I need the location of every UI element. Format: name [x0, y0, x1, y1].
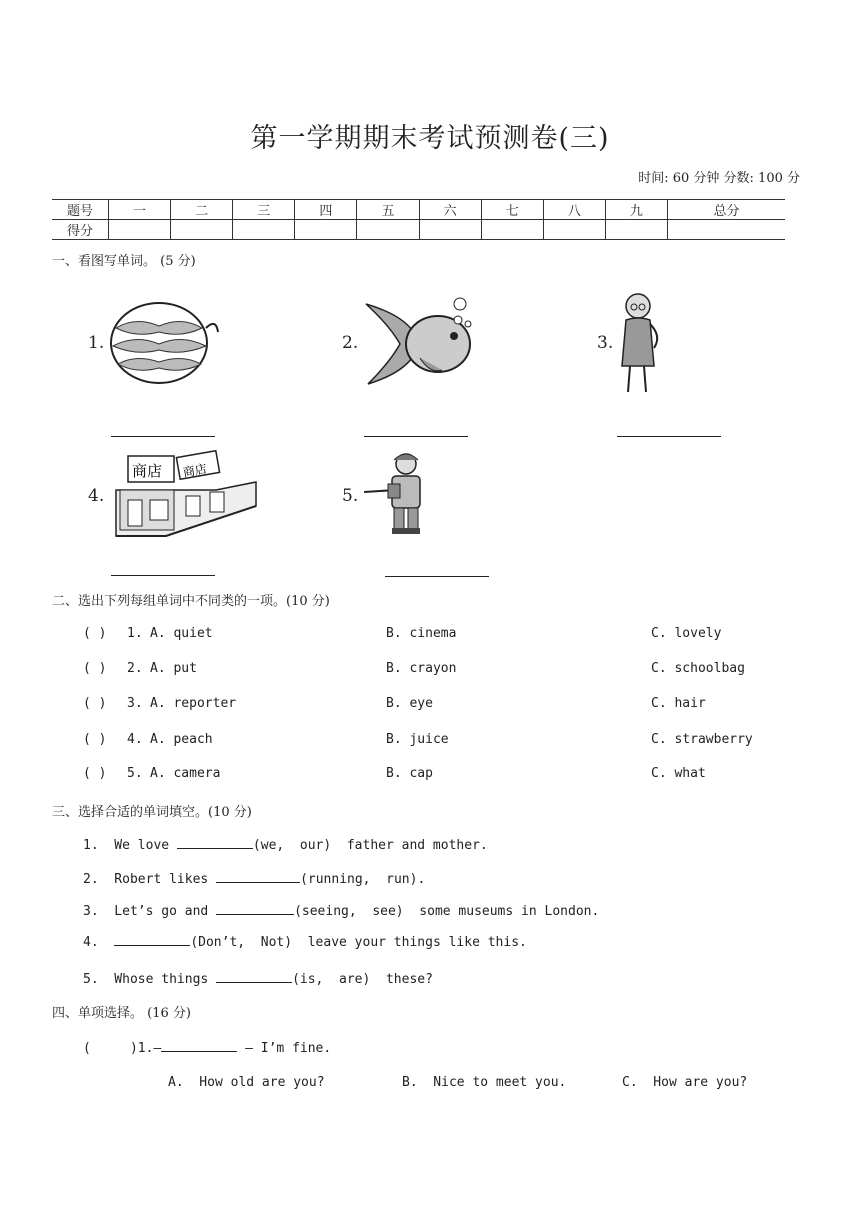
fill-item-suffix: (seeing, see) some museums in London. — [294, 904, 600, 919]
fill-blank[interactable] — [177, 837, 253, 849]
answer-line[interactable] — [111, 436, 215, 437]
option-c: C. what — [651, 766, 706, 781]
score-header-cell: 总分 — [667, 200, 785, 220]
score-header-cell: 九 — [605, 200, 667, 220]
fill-item — [83, 871, 425, 887]
worker-icon — [362, 450, 434, 538]
item-number: 4. — [88, 486, 105, 506]
fill-item — [83, 837, 488, 853]
section1-heading: 一、看图写单词。 (5 分) — [52, 254, 196, 269]
score-value-row — [52, 220, 785, 240]
option-b: B. Nice to meet you. — [402, 1075, 567, 1090]
score-input-cell[interactable] — [605, 220, 667, 240]
fill-item — [83, 971, 433, 987]
score-table — [52, 199, 785, 240]
question-number: 1. — [127, 626, 143, 641]
page-title: 第一学期期末考试预测卷(三) — [250, 123, 610, 154]
option-b: B. juice — [386, 732, 449, 747]
option-b: B. eye — [386, 696, 433, 711]
score-input-cell[interactable] — [481, 220, 543, 240]
score-input-cell[interactable] — [419, 220, 481, 240]
question-number: 4. — [127, 732, 143, 747]
answer-line[interactable] — [385, 576, 489, 577]
fill-blank[interactable] — [216, 971, 292, 983]
question-number: 3. — [127, 696, 143, 711]
score-header-cell: 七 — [481, 200, 543, 220]
mc-question-prefix: ( )1.— — [83, 1041, 162, 1056]
fill-blank[interactable] — [216, 871, 300, 883]
option-b: B. cinema — [386, 626, 457, 641]
answer-paren[interactable]: ( ) — [83, 766, 107, 781]
option-c: C. lovely — [651, 626, 722, 641]
watermelon-icon — [106, 298, 222, 388]
option-c: C. hair — [651, 696, 706, 711]
item-number: 2. — [342, 333, 359, 353]
score-header-cell: 八 — [543, 200, 605, 220]
fill-item-prefix: 5. Whose things — [83, 972, 217, 987]
option-a: A. reporter — [150, 696, 237, 711]
fill-item-suffix: (running, run). — [300, 872, 426, 887]
answer-paren[interactable]: ( ) — [83, 661, 107, 676]
score-header-cell: 一 — [109, 200, 171, 220]
option-a: A. peach — [150, 732, 213, 747]
answer-paren[interactable]: ( ) — [83, 626, 107, 641]
fill-blank[interactable] — [114, 934, 190, 946]
option-c: C. strawberry — [651, 732, 753, 747]
fill-item-prefix: 3. Let’s go and — [83, 904, 217, 919]
option-a: A. How old are you? — [168, 1075, 325, 1090]
fill-item-prefix: 4. — [83, 935, 115, 950]
answer-paren[interactable]: ( ) — [83, 732, 107, 747]
score-header-row — [52, 200, 785, 220]
option-b: B. cap — [386, 766, 433, 781]
score-input-cell[interactable] — [171, 220, 233, 240]
fill-blank[interactable] — [216, 903, 294, 915]
score-input-cell[interactable] — [543, 220, 605, 240]
question-number: 2. — [127, 661, 143, 676]
section4-heading: 四、单项选择。 (16 分) — [52, 1006, 191, 1021]
score-input-cell[interactable] — [357, 220, 419, 240]
option-a: A. camera — [150, 766, 221, 781]
score-header-cell: 四 — [295, 200, 357, 220]
fill-item-prefix: 1. We love — [83, 838, 177, 853]
option-a: A. quiet — [150, 626, 213, 641]
score-input-cell[interactable] — [109, 220, 171, 240]
item-number: 3. — [597, 333, 614, 353]
question-number: 5. — [127, 766, 143, 781]
shop-sign-text: 商店 — [181, 461, 208, 480]
option-b: B. crayon — [386, 661, 457, 676]
score-input-cell[interactable] — [667, 220, 785, 240]
goldfish-icon — [360, 296, 476, 392]
score-header-cell: 六 — [419, 200, 481, 220]
section2-heading: 二、选出下列每组单词中不同类的一项。(10 分) — [52, 594, 330, 609]
score-header-cell: 五 — [357, 200, 419, 220]
shop-sign-text: 商店 — [132, 462, 163, 480]
score-row-label: 得分 — [52, 220, 109, 240]
woman-icon — [614, 290, 674, 398]
option-c: C. schoolbag — [651, 661, 745, 676]
fill-item-suffix: (is, are) these? — [292, 972, 433, 987]
score-input-cell[interactable] — [233, 220, 295, 240]
fill-item — [83, 934, 527, 950]
fill-item-suffix: (we, our) father and mother. — [252, 838, 488, 853]
answer-line[interactable] — [364, 436, 468, 437]
option-a: A. put — [150, 661, 197, 676]
answer-line[interactable] — [111, 575, 215, 576]
exam-meta: 时间: 60 分钟 分数: 100 分 — [638, 171, 800, 186]
score-header-cell: 二 — [171, 200, 233, 220]
item-number: 1. — [88, 333, 105, 353]
mc-question — [83, 1040, 331, 1056]
option-c: C. How are you? — [622, 1075, 748, 1090]
shop-icon — [106, 450, 258, 542]
answer-paren[interactable]: ( ) — [83, 696, 107, 711]
section3-heading: 三、选择合适的单词填空。(10 分) — [52, 805, 252, 820]
fill-item — [83, 903, 599, 919]
score-header-cell: 题号 — [52, 200, 109, 220]
mc-question-suffix: — I’m fine. — [237, 1041, 332, 1056]
answer-line[interactable] — [617, 436, 721, 437]
fill-item-suffix: (Don’t, Not) leave your things like this. — [190, 935, 527, 950]
fill-item-prefix: 2. Robert likes — [83, 872, 217, 887]
score-header-cell: 三 — [233, 200, 295, 220]
score-input-cell[interactable] — [295, 220, 357, 240]
item-number: 5. — [342, 486, 359, 506]
fill-blank[interactable] — [161, 1040, 237, 1052]
